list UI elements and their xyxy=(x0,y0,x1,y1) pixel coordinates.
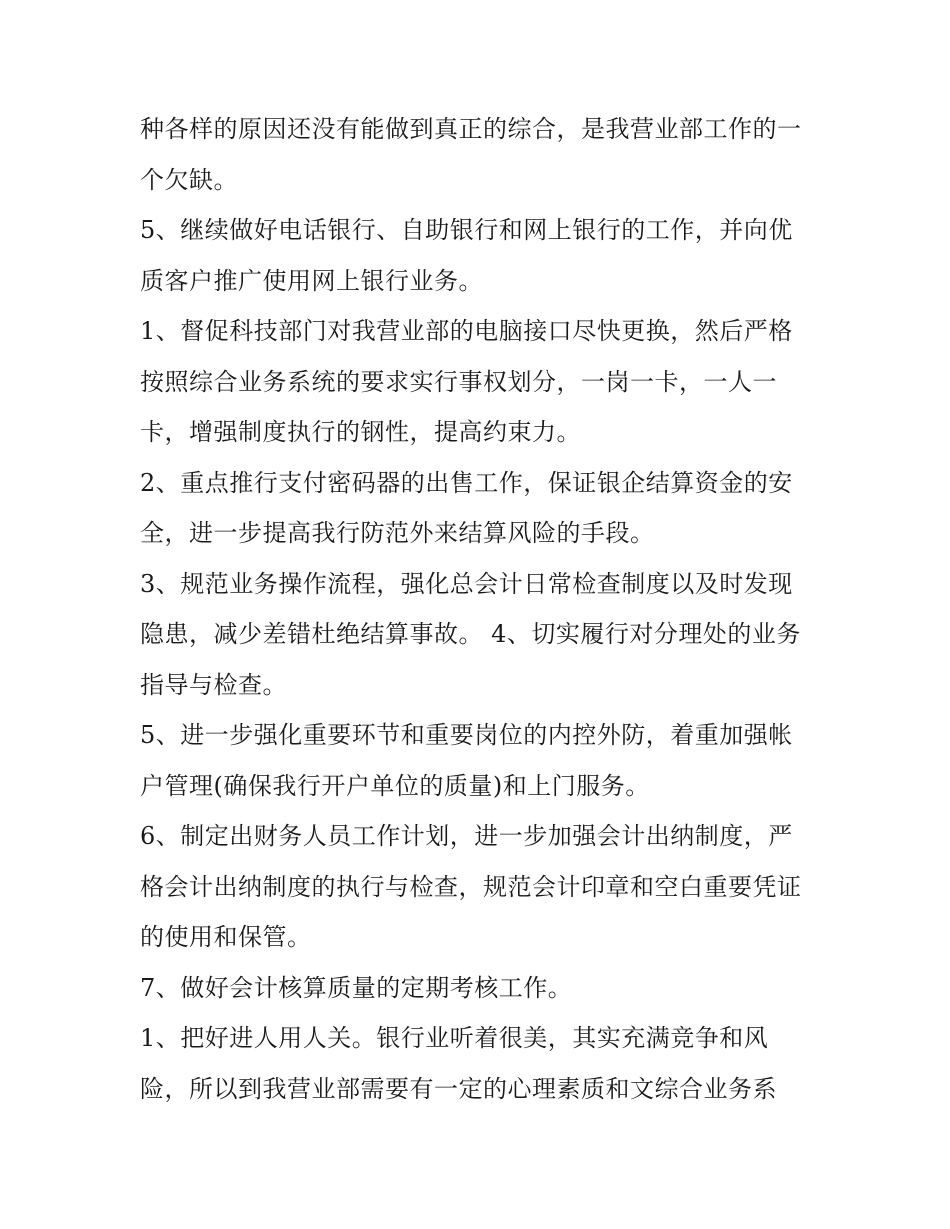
text-line: 按照综合业务系统的要求实行事权划分，一岗一卡，一人一 xyxy=(140,367,777,396)
text-line: 个欠缺。 xyxy=(140,165,238,194)
text-line: 5、继续做好电话银行、自助银行和网上银行的工作，并向优 xyxy=(140,216,793,244)
text-line: 1、督促科技部门对我营业部的电脑接口尽快更换，然后严格 xyxy=(140,317,793,345)
text-line: 指导与检查。 xyxy=(140,670,287,699)
text-line: 险，所以到我营业部需要有一定的心理素质和文综合业务系 xyxy=(140,1074,777,1103)
text-line: 6、制定出财务人员工作计划，进一步加强会计出纳制度，严 xyxy=(140,822,793,850)
text-line: 的使用和保管。 xyxy=(140,923,312,951)
text-line: 5、进一步强化重要环节和重要岗位的内控外防，着重加强帐 xyxy=(140,721,793,749)
text-line: 隐患，减少差错杜绝结算事故。 4、切实履行对分理处的业务 xyxy=(140,620,801,648)
text-line: 2、重点推行支付密码器的出售工作，保证银企结算资金的安 xyxy=(140,468,793,497)
body-text xyxy=(140,104,820,1114)
text-line: 1、把好进人用人关。银行业听着很美，其实充满竞争和风 xyxy=(140,1024,769,1052)
text-line: 质客户推广使用网上银行业务。 xyxy=(140,266,483,295)
text-line: 卡，增强制度执行的钢性，提高约束力。 xyxy=(140,418,581,446)
text-line: 3、规范业务操作流程，强化总会计日常检查制度以及时发现 xyxy=(140,569,793,598)
text-line: 格会计出纳制度的执行与检查，规范会计印章和空白重要凭证 xyxy=(140,872,802,901)
text-line: 全，进一步提高我行防范外来结算风险的手段。 xyxy=(140,519,655,547)
text-line: 种各样的原因还没有能做到真正的综合，是我营业部工作的一 xyxy=(140,115,802,143)
text-line: 7、做好会计核算质量的定期考核工作。 xyxy=(140,973,573,1002)
text-line: 户管理(确保我行开户单位的质量)和上门服务。 xyxy=(140,771,650,800)
